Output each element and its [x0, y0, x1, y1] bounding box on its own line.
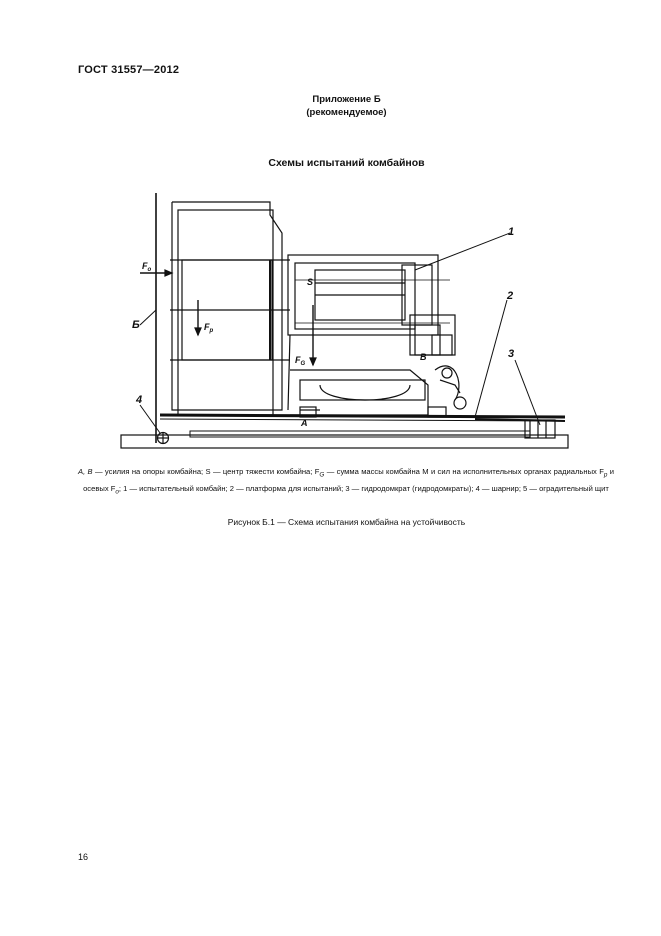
- label-f-o: $F_o$: [142, 261, 152, 273]
- combine-test-diagram: [110, 185, 575, 455]
- annex-note: (рекомендуемое): [306, 107, 387, 118]
- label-a: A: [301, 418, 308, 428]
- label-b: B: [420, 352, 427, 362]
- label-f-g: $F_G$: [295, 355, 306, 367]
- figure-caption: Рисунок Б.1 — Схема испытания комбайна на устойчивость: [227, 517, 466, 527]
- document-header-code: ГОСТ 31557—2012: [78, 64, 180, 76]
- page-number: 16: [78, 852, 89, 862]
- callout-4: 4: [136, 394, 143, 406]
- label-f-p: $F_p$: [204, 322, 214, 334]
- section-title: Схемы испытаний комбайнов: [268, 157, 425, 169]
- callout-2: 2: [507, 290, 514, 302]
- annex-title: Приложение Б: [312, 94, 381, 105]
- callout-5: Б: [132, 319, 140, 331]
- callout-3: 3: [508, 348, 515, 360]
- annex-heading: [0, 93, 661, 119]
- label-s: S: [307, 277, 314, 287]
- callout-1: 1: [508, 226, 515, 238]
- figure-legend: A, B — усилия на опоры комбайна; S — центр тяжести комбайна; $F_G$ — сумма массы комбайна М и сил на исполнительных органах радиальных $F_p$ и осевых $F_o$; 1 — испытательный комбайн; 2 — платформа для испытаний; 3 — гидродомкрат (гидродомкраты); 4 — шарнир; 5 — оградительный щит: [78, 467, 614, 496]
